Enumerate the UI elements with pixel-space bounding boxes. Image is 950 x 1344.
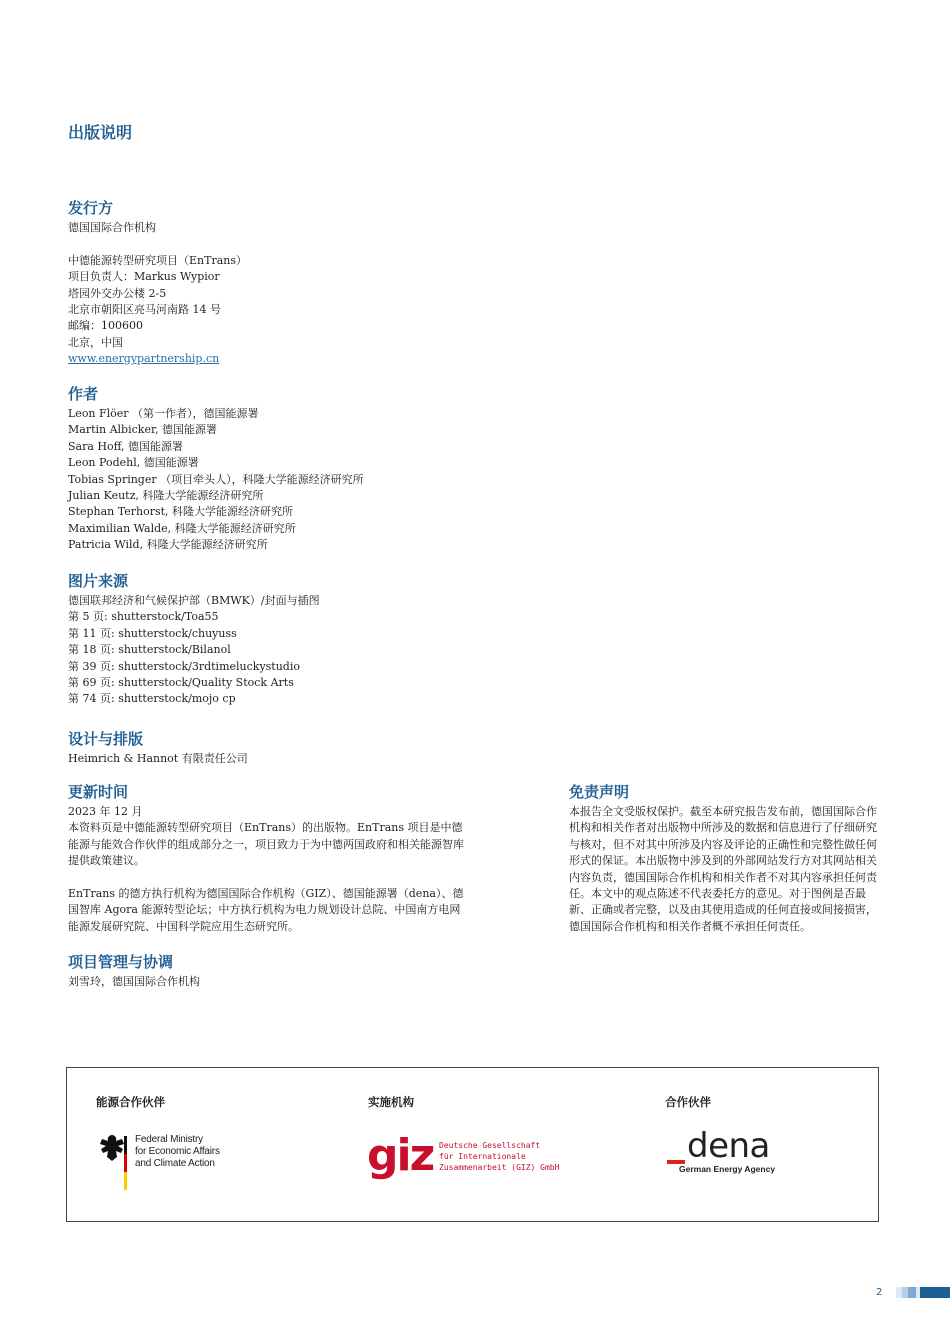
bmwk-logo [97, 1132, 237, 1202]
giz-line: Zusammenarbeit (GIZ) GmbH [439, 1163, 560, 1172]
author-item: Leon Flöer （第一作者），德国能源署 [68, 407, 259, 420]
giz-wordmark: giz [367, 1130, 434, 1181]
giz-line: Deutsche Gesellschaft [439, 1141, 541, 1150]
author-item: Maximilian Walde, 科隆大学能源经济研究所 [68, 521, 296, 535]
cooperation-partner-label: 合作伙伴 [665, 1095, 711, 1109]
image-source-item: 第 11 页: shutterstock/chuyuss [68, 626, 237, 640]
image-source-item: 德国联邦经济和气候保护部（BMWK）/封面与插图 [68, 594, 320, 607]
update-date: 2023 年 12 月 [68, 805, 143, 818]
federal-eagle-icon [97, 1132, 127, 1196]
author-item: Martin Albicker, 德国能源署 [68, 423, 217, 437]
update-paragraph-2: EnTrans 的德方执行机构为德国国际合作机构（GIZ）、德国能源署（dena）、德国智库 Agora 能源转型论坛；中方执行机构为电力规划设计总院、中国南方电网能源发展研究院、中国科学院应用生态研究所。 [68, 887, 464, 933]
publisher-heading: 发行方 [68, 199, 114, 217]
publisher-postcode: 邮编：100600 [68, 319, 143, 333]
publisher-street: 北京市朝阳区亮马河南路 14 号 [68, 303, 221, 317]
management-heading: 项目管理与协调 [68, 953, 174, 971]
publisher-website-link[interactable]: www.energypartnership.cn [68, 352, 220, 366]
publisher-city: 北京，中国 [68, 335, 123, 349]
author-item: Sara Hoff, 德国能源署 [68, 439, 184, 453]
image-sources-section [68, 571, 468, 708]
image-sources-heading: 图片来源 [68, 572, 129, 590]
partners-box [66, 1067, 879, 1222]
authors-heading: 作者 [68, 385, 99, 403]
giz-logo [367, 1130, 560, 1181]
author-item: Tobias Springer （项目牵头人），科隆大学能源经济研究所 [68, 472, 364, 486]
publisher-section [68, 198, 468, 368]
author-item: Julian Keutz, 科隆大学能源经济研究所 [68, 489, 264, 503]
update-heading: 更新时间 [68, 783, 129, 801]
disclaimer-heading: 免责声明 [569, 783, 630, 801]
design-section [68, 729, 468, 767]
publisher-org: 德国国际合作机构 [68, 221, 156, 234]
implementing-agency-label: 实施机构 [368, 1095, 414, 1109]
update-paragraph-1: 本资料页是中德能源转型研究项目（EnTrans）的出版物。EnTrans 项目是中德能源与能效合作伙伴的组成部分之一，项目致力于为中德两国政府和相关能源智库提供政策建议。 [68, 821, 464, 868]
page-number: 2 [876, 1287, 883, 1298]
management-section [68, 952, 468, 990]
author-item: Patricia Wild, 科隆大学能源经济研究所 [68, 538, 268, 552]
design-text: Heimrich & Hannot 有限责任公司 [68, 752, 248, 765]
image-source-item: 第 69 页: shutterstock/Quality Stock Arts [68, 676, 294, 690]
bmwk-line: for Economic Affairs [135, 1146, 220, 1157]
update-section [68, 782, 468, 935]
author-item: Stephan Terhorst, 科隆大学能源经济研究所 [68, 505, 294, 519]
image-source-item: 第 39 页: shutterstock/3rdtimeluckystudio [68, 659, 300, 673]
dena-red-bar [667, 1160, 685, 1164]
giz-line: für Internationale [439, 1152, 526, 1161]
page-title: 出版说明 [68, 123, 133, 142]
dena-subtitle: German Energy Agency [679, 1164, 776, 1174]
publisher-building: 塔园外交办公楼 2-5 [68, 286, 167, 300]
disclaimer-section [569, 782, 879, 935]
bmwk-line: and Climate Action [135, 1158, 215, 1169]
dena-wordmark: dena [687, 1126, 770, 1166]
image-source-item: 第 5 页: shutterstock/Toa55 [68, 610, 219, 624]
disclaimer-text: 本报告全文受版权保护。截至本研究报告发布前，德国国际合作机构和相关作者对出版物中所涉及的数据和信息进行了仔细研究与核对，但不对其中所涉及内容及评论的正确性和完整性做任何形式的保证。本出版物中涉及到的外部网站发行方对其网站相关内容负责，德国国际合作机构和相关作者不对其内容承担任何责任。本文中的观点陈述不代表委托方的意见。对于图例是否最新、正确或者完整，以及由其使用造成的任何直接或间接损害，德国国际合作机构和相关作者概不承担任何责任。 [569, 805, 877, 933]
image-source-item: 第 18 页: shutterstock/Bilanol [68, 643, 231, 657]
author-item: Leon Podehl, 德国能源署 [68, 456, 199, 470]
management-text: 刘雪玲，德国国际合作机构 [68, 975, 200, 988]
publisher-lead: 项目负责人：Markus Wypior [68, 270, 220, 284]
bmwk-line: Federal Ministry [135, 1134, 203, 1145]
image-source-item: 第 74 页: shutterstock/mojo cp [68, 692, 236, 706]
authors-section [68, 384, 468, 554]
dena-logo [667, 1128, 787, 1174]
design-heading: 设计与排版 [68, 730, 144, 748]
energy-partner-label: 能源合作伙伴 [96, 1095, 165, 1109]
publisher-project: 中德能源转型研究项目（EnTrans） [68, 253, 247, 267]
